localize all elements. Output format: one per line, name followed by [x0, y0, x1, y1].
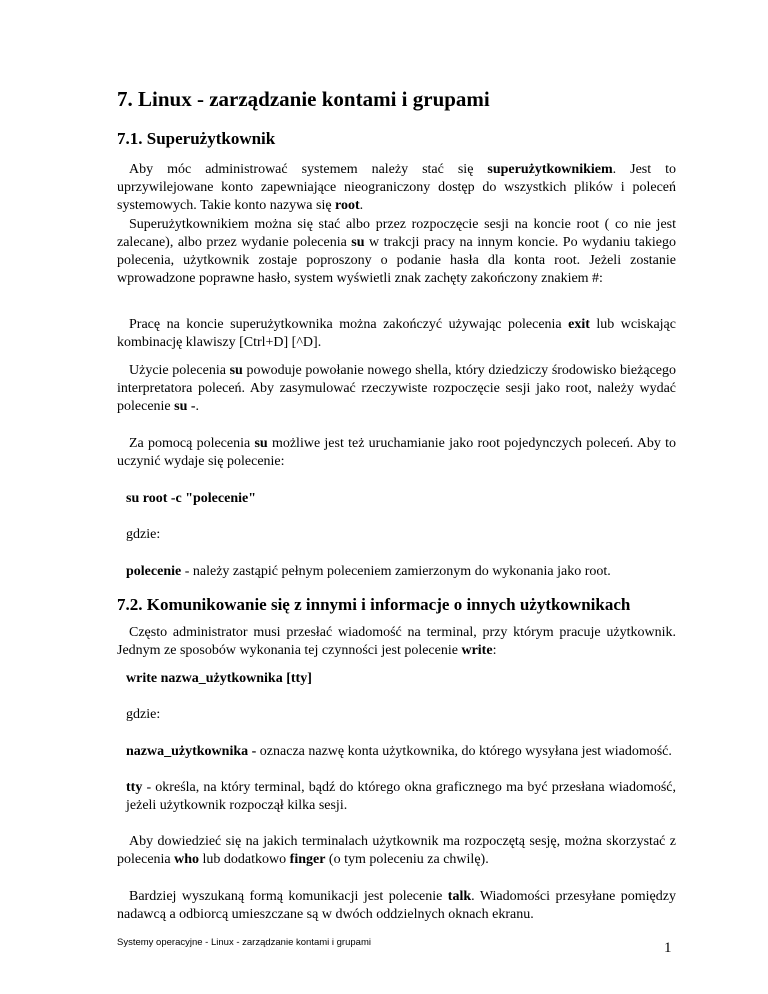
- paragraph: Aby móc administrować systemem należy stać się superużytkownikiem. Jest to uprzywilejowane konto zapewniające nieograniczony dostęp do wszystkich plików i poleceń systemowych. Takie konto nazywa się root.: [117, 162, 677, 213]
- paragraph: Bardziej wyszukaną formą komunikacji jest polecenie talk. Wiadomości przesyłane pomiędzy nadawcą a odbiorcą umieszczane są w dwóch oddzielnych oknach ekranu.: [117, 889, 676, 922]
- page-footer: Systemy operacyjne - Linux - zarządzanie kontami i grupami: [117, 937, 371, 948]
- parameter-description: nazwa_użytkownika - oznacza nazwę konta użytkownika, do którego wysyłana jest wiadomość.: [126, 744, 672, 759]
- paragraph: Często administrator musi przesłać wiadomość na terminal, przy którym pracuje użytkownik. Jednym ze sposobów wykonania tej czynności jest polecenie write:: [117, 625, 676, 658]
- parameter-description: tty - określa, na który terminal, bądź do którego okna graficznego ma być przesłana wiadomość, jeżeli użytkownik rozpoczął kilka sesji.: [126, 780, 676, 813]
- command-example: su root -c "polecenie": [126, 491, 256, 506]
- page-number: 1: [664, 940, 672, 956]
- paragraph: Aby dowiedzieć się na jakich terminalach użytkownik ma rozpoczętą sesję, można skorzystać z polecenia who lub dodatkowo finger (o tym poleceniu za chwilę).: [117, 834, 676, 867]
- where-label: gdzie:: [126, 527, 161, 542]
- where-label: gdzie:: [126, 707, 161, 722]
- paragraph: Użycie polecenia su powoduje powołanie nowego shella, który dziedziczy środowisko bieżącego interpretatora poleceń. Aby zasymulować rzeczywiste rozpoczęcie sesji jako root, należy wydać polecenie su -.: [117, 363, 676, 414]
- parameter-description: polecenie - należy zastąpić pełnym poleceniem zamierzonym do wykonania jako root.: [126, 564, 611, 579]
- paragraph: Pracę na koncie superużytkownika można zakończyć używając polecenia exit lub wciskając kombinację klawiszy [Ctrl+D] [^D].: [117, 317, 676, 350]
- command-example: write nazwa_użytkownika [tty]: [126, 671, 312, 686]
- paragraph: Superużytkownikiem można się stać albo przez rozpoczęcie sesji na koncie root ( co nie jest zalecane), albo przez wydanie polecenia su w trakcji pracy na innym koncie. Po wydaniu takiego polecenia, użytkownik zostaje poproszony o podanie hasła dla konta root. Jeżeli zostanie wprowadzone poprawne hasło, system wyświetli znak zachęty zakończony znakiem #:: [117, 217, 676, 286]
- page-title: 7. Linux - zarządzanie kontami i grupami: [117, 87, 490, 111]
- section-heading-communication: 7.2. Komunikowanie się z innymi i informacje o innych użytkownikach: [117, 595, 631, 614]
- section-heading-superuser: 7.1. Superużytkownik: [117, 129, 276, 148]
- paragraph: Za pomocą polecenia su możliwe jest też uruchamianie jako root pojedynczych poleceń. Aby to uczynić wydaje się polecenie:: [117, 436, 677, 469]
